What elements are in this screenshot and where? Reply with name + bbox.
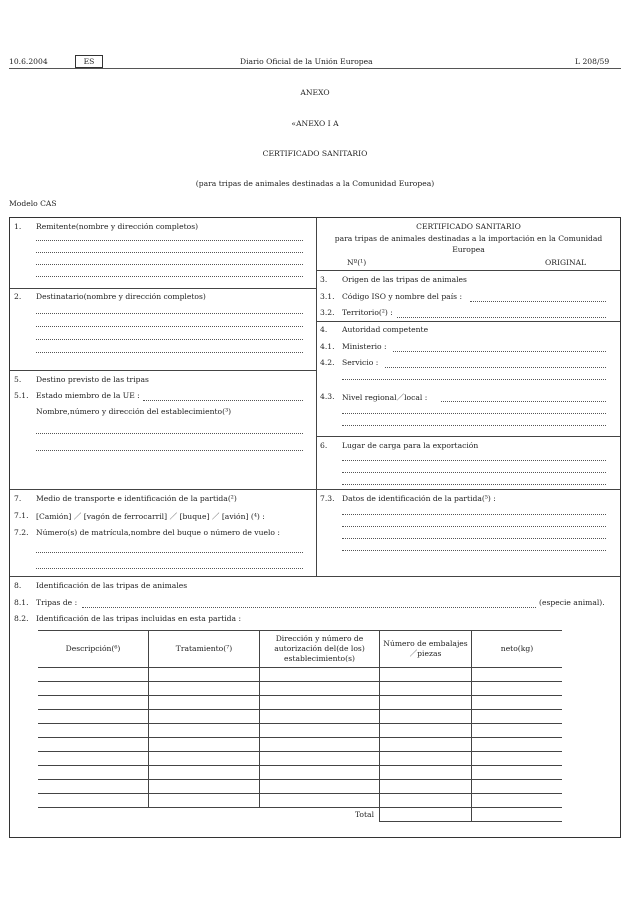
section-3-1-label: Código ISO y nombre del país : — [342, 292, 463, 301]
header-date: 10.6.2004 — [9, 57, 48, 66]
table-cell[interactable] — [380, 766, 472, 780]
column-header-establishment: Dirección y número de autorización del(de los) establecimiento(s) — [260, 631, 380, 668]
right-cert-line2: Europea — [452, 245, 485, 254]
section-8-1-number: 8.1. — [14, 598, 29, 607]
table-cell[interactable] — [260, 766, 380, 780]
section-8-label: Identificación de las tripas de animales — [36, 581, 188, 590]
table-row — [38, 752, 562, 766]
section-3-2-label: Territorio(²) : — [342, 308, 393, 317]
table-cell[interactable] — [38, 738, 149, 752]
table-cell[interactable] — [380, 668, 472, 682]
table-cell[interactable] — [260, 668, 380, 682]
table-header-row — [38, 631, 562, 668]
table-cell[interactable] — [149, 668, 260, 682]
table-cell[interactable] — [380, 794, 472, 808]
certificate-title: CERTIFICADO SANITARIO — [262, 149, 368, 158]
table-cell[interactable] — [380, 738, 472, 752]
page-reference: L 208/59 — [575, 57, 610, 66]
right-cert-title: CERTIFICADO SANITARIO — [416, 222, 521, 231]
table-cell[interactable] — [260, 738, 380, 752]
section-4-number: 4. — [320, 325, 328, 334]
table-cell[interactable] — [38, 696, 149, 710]
registration-line[interactable] — [36, 568, 303, 569]
section-4-2-label: Servicio : — [342, 358, 379, 367]
table-row — [38, 794, 562, 808]
section-6-number: 6. — [320, 441, 328, 450]
consignment-id-line[interactable] — [342, 538, 606, 539]
table-cell[interactable] — [472, 780, 563, 794]
table-cell[interactable] — [472, 682, 563, 696]
section-5-1-label: Estado miembro de la UE : — [36, 391, 140, 400]
table-cell[interactable] — [380, 710, 472, 724]
section-8-number: 8. — [14, 581, 22, 590]
rule-1-2 — [10, 288, 316, 289]
certificate-subtitle: (para tripas de animales destinadas a la Comunidad Europea) — [195, 179, 435, 188]
table-row — [38, 738, 562, 752]
section-5-1-number: 5.1. — [14, 391, 29, 400]
regional-level-line[interactable] — [342, 413, 606, 414]
column-divider — [316, 218, 317, 576]
language-badge: ES — [75, 55, 103, 68]
table-cell[interactable] — [149, 766, 260, 780]
consignee-line[interactable] — [36, 339, 303, 340]
table-cell[interactable] — [260, 682, 380, 696]
column-header-packages: Número de embalajes／piezas — [380, 631, 472, 668]
establishment-line[interactable] — [36, 433, 303, 434]
total-weight-cell[interactable] — [472, 808, 563, 822]
establishment-line[interactable] — [36, 450, 303, 451]
table-row — [38, 724, 562, 738]
annex-ia-title: «ANEXO I A — [291, 119, 339, 128]
table-cell[interactable] — [38, 724, 149, 738]
total-row — [38, 808, 562, 822]
table-row — [38, 668, 562, 682]
table-cell[interactable] — [38, 668, 149, 682]
table-cell[interactable] — [472, 752, 563, 766]
sender-line[interactable] — [36, 276, 303, 277]
member-state-field[interactable] — [143, 400, 303, 401]
loading-place-line[interactable] — [342, 484, 606, 485]
rule-5-7 — [10, 489, 620, 490]
table-cell[interactable] — [38, 780, 149, 794]
table-cell[interactable] — [38, 682, 149, 696]
original-label: ORIGINAL — [545, 258, 587, 267]
table-cell[interactable] — [38, 752, 149, 766]
table-cell[interactable] — [260, 794, 380, 808]
section-4-3-number: 4.3. — [320, 392, 335, 401]
table-row — [38, 682, 562, 696]
section-8-2-number: 8.2. — [14, 614, 29, 623]
establishment-label: Nombre,número y dirección del establecimiento(³) — [36, 407, 232, 416]
service-field[interactable] — [385, 367, 606, 368]
section-8-2-label: Identificación de las tripas incluidas en esta partida : — [36, 614, 242, 623]
consignee-line[interactable] — [36, 326, 303, 327]
table-row — [38, 766, 562, 780]
section-5-label: Destino previsto de las tripas — [36, 375, 149, 384]
transport-means-options[interactable]: [Camión] ／ [vagón de ferrocarril] ／ [buque] ／ [avión] (⁴) : — [36, 512, 265, 521]
table-cell[interactable] — [472, 696, 563, 710]
section-3-1-number: 3.1. — [320, 292, 335, 301]
table-row — [38, 780, 562, 794]
table-cell[interactable] — [380, 752, 472, 766]
table-cell[interactable] — [149, 738, 260, 752]
regional-level-field[interactable] — [441, 401, 606, 402]
sender-line[interactable] — [36, 264, 303, 265]
section-7-3-number: 7.3. — [320, 494, 335, 503]
table-cell[interactable] — [149, 724, 260, 738]
section-7-2-number: 7.2. — [14, 528, 29, 537]
territory-field[interactable] — [397, 317, 606, 318]
table-cell[interactable] — [380, 682, 472, 696]
table-cell[interactable] — [38, 710, 149, 724]
total-packages-cell[interactable] — [380, 808, 472, 822]
consignment-id-line[interactable] — [342, 514, 606, 515]
table-cell[interactable] — [149, 682, 260, 696]
consignee-line[interactable] — [36, 352, 303, 353]
registration-line[interactable] — [36, 552, 303, 553]
header-rule — [9, 68, 621, 69]
regional-level-line[interactable] — [342, 425, 606, 426]
table-cell[interactable] — [472, 794, 563, 808]
model-label: Modelo CAS — [9, 199, 57, 208]
journal-title: Diario Oficial de la Unión Europea — [240, 57, 373, 66]
table-cell[interactable] — [149, 710, 260, 724]
table-cell[interactable] — [38, 794, 149, 808]
sender-line[interactable] — [36, 240, 303, 241]
section-4-1-label: Ministerio : — [342, 342, 387, 351]
column-header-description: Descripción(⁶) — [38, 631, 149, 668]
consignment-id-line[interactable] — [342, 550, 606, 551]
table-cell[interactable] — [260, 696, 380, 710]
annex-title: ANEXO — [300, 88, 330, 97]
rule-3-4 — [317, 321, 620, 322]
service-field-extra[interactable] — [342, 379, 606, 380]
rule-head-3 — [317, 270, 620, 271]
table-cell[interactable] — [380, 780, 472, 794]
animal-species-field[interactable] — [82, 607, 536, 608]
table-cell[interactable] — [380, 724, 472, 738]
table-cell[interactable] — [260, 780, 380, 794]
column-header-treatment: Tratamiento(⁷) — [149, 631, 260, 668]
section-5-number: 5. — [14, 375, 22, 384]
rule-4-6 — [317, 436, 620, 437]
table-cell[interactable] — [472, 766, 563, 780]
sender-line[interactable] — [36, 252, 303, 253]
casings-table — [38, 630, 562, 822]
table-cell[interactable] — [380, 696, 472, 710]
table-row — [38, 696, 562, 710]
table-cell[interactable] — [472, 738, 563, 752]
section-3-number: 3. — [320, 275, 328, 284]
table-cell[interactable] — [260, 710, 380, 724]
table-cell[interactable] — [149, 794, 260, 808]
section-4-1-number: 4.1. — [320, 342, 335, 351]
section-2-number: 2. — [14, 292, 22, 301]
rule-7-8 — [10, 576, 620, 577]
country-iso-field[interactable] — [470, 301, 606, 302]
species-suffix: (especie animal). — [539, 598, 605, 607]
table-cell[interactable] — [472, 724, 563, 738]
table-cell[interactable] — [149, 752, 260, 766]
certificate-number-label: Nº(¹) — [347, 258, 367, 267]
table-cell[interactable] — [260, 752, 380, 766]
table-cell[interactable] — [149, 696, 260, 710]
section-3-label: Origen de las tripas de animales — [342, 275, 467, 284]
right-cert-line1: para tripas de animales destinadas a la importación en la Comunidad — [334, 234, 603, 243]
table-cell[interactable] — [472, 668, 563, 682]
ministry-field[interactable] — [393, 351, 606, 352]
section-7-1-number: 7.1. — [14, 511, 29, 520]
section-2-label: Destinatario(nombre y dirección completos) — [36, 292, 206, 301]
section-3-2-number: 3.2. — [320, 308, 335, 317]
loading-place-line[interactable] — [342, 460, 606, 461]
table-row — [38, 710, 562, 724]
section-4-2-number: 4.2. — [320, 358, 335, 367]
table-cell[interactable] — [472, 710, 563, 724]
table-cell[interactable] — [38, 766, 149, 780]
section-4-label: Autoridad competente — [342, 325, 429, 334]
table-cell[interactable] — [260, 724, 380, 738]
column-header-net-weight: neto(kg) — [472, 631, 563, 668]
section-7-3-label: Datos de identificación de la partida(⁵) : — [342, 494, 496, 503]
section-7-number: 7. — [14, 494, 22, 503]
consignee-line[interactable] — [36, 313, 303, 314]
table-cell[interactable] — [149, 780, 260, 794]
total-label: Total — [354, 810, 374, 820]
rule-2-5 — [10, 370, 316, 371]
section-1-number: 1. — [14, 222, 22, 231]
section-4-3-label: Nivel regional／local : — [342, 393, 428, 402]
section-7-2-label: Número(s) de matrícula,nombre del buque o número de vuelo : — [36, 528, 280, 537]
section-7-label: Medio de transporte e identificación de la partida(²) — [36, 494, 237, 503]
section-8-1-label: Tripas de : — [36, 598, 78, 607]
loading-place-line[interactable] — [342, 472, 606, 473]
consignment-id-line[interactable] — [342, 526, 606, 527]
section-1-label: Remitente(nombre y dirección completos) — [36, 222, 199, 231]
section-6-label: Lugar de carga para la exportación — [342, 441, 479, 450]
